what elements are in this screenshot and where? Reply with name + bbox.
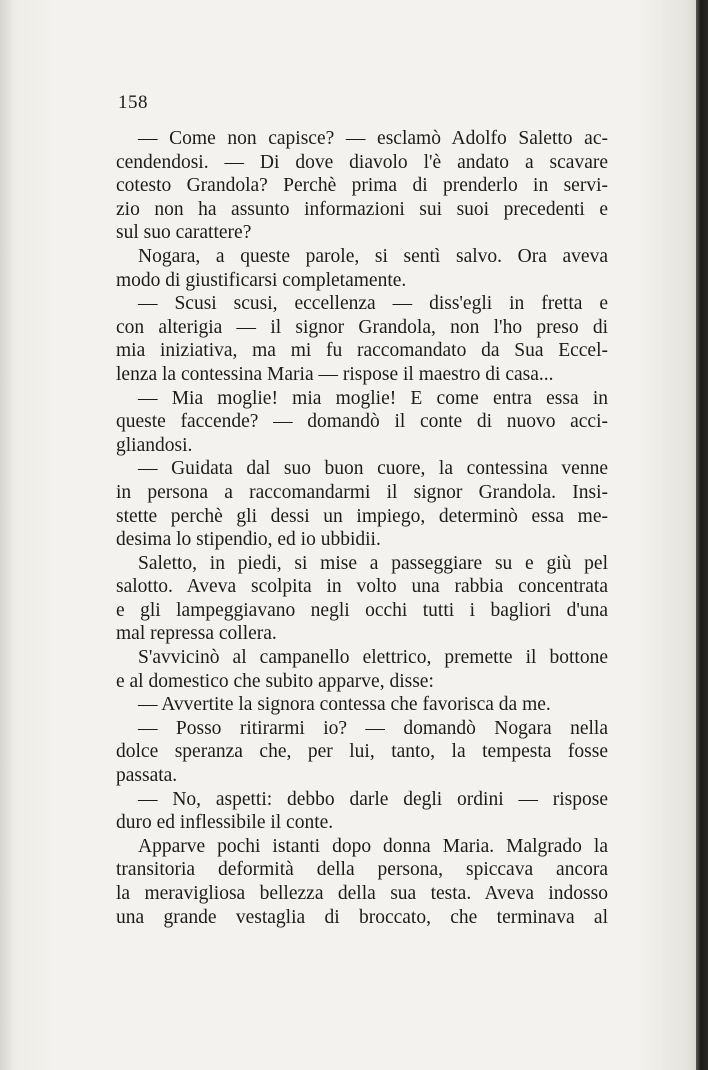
text-line: stette perchè gli dessi un impiego, determinò essa me- bbox=[116, 505, 608, 527]
text-line: cendendosi. — Di dove diavolo l'è andato a scavare bbox=[116, 151, 608, 173]
book-binding-edge bbox=[696, 0, 708, 1070]
paragraph bbox=[116, 835, 608, 929]
text-line: mia iniziativa, ma mi fu raccomandato da Sua Eccel- bbox=[116, 340, 608, 362]
text-line: modo di giustificarsi completamente. bbox=[116, 269, 407, 291]
paragraph bbox=[116, 788, 608, 835]
text-line: Nogara, a queste parole, si sentì salvo. Ora aveva bbox=[138, 245, 608, 267]
text-line: — Avvertite la signora contessa che favorisca da me. bbox=[138, 694, 551, 716]
text-line: in persona a raccomandarmi il signor Grandola. Insi- bbox=[116, 481, 608, 503]
text-line: — Scusi scusi, eccellenza — diss'egli in fretta e bbox=[138, 293, 608, 315]
text-line: con alterigia — il signor Grandola, non l'ho preso di bbox=[116, 316, 608, 338]
paragraph bbox=[116, 552, 608, 646]
paragraph bbox=[116, 646, 608, 693]
text-line: la meravigliosa bellezza della sua testa. Aveva indosso bbox=[116, 883, 608, 904]
text-line: — Guidata dal suo buon cuore, la contessina venne bbox=[138, 458, 608, 480]
text-line: e al domestico che subito apparve, disse: bbox=[116, 670, 434, 692]
paragraph bbox=[116, 457, 608, 551]
page-number: 158 bbox=[118, 92, 148, 113]
page-gutter-shadow bbox=[0, 0, 14, 1070]
text-line: desima lo stipendio, ed io ubbidii. bbox=[116, 529, 381, 551]
paragraph bbox=[116, 693, 608, 717]
text-line: — Come non capisce? — esclamò Adolfo Saletto ac- bbox=[138, 128, 608, 149]
text-line: queste faccende? — domandò il conte di nuovo acci- bbox=[116, 411, 608, 433]
text-line: una grande vestaglia di broccato, che terminava al bbox=[116, 906, 608, 928]
text-line: gliandosi. bbox=[116, 434, 193, 456]
text-line: Apparve pochi istanti dopo donna Maria. Malgrado la bbox=[138, 835, 608, 857]
text-line: salotto. Aveva scolpita in volto una rabbia concentrata bbox=[116, 576, 608, 598]
paragraph bbox=[116, 717, 608, 788]
text-line: lenza la contessina Maria — rispose il maestro di casa... bbox=[116, 363, 554, 385]
paragraph bbox=[116, 387, 608, 458]
text-line: transitoria deformità della persona, spiccava ancora bbox=[116, 859, 608, 881]
text-line: Saletto, in piedi, si mise a passeggiare su e giù pel bbox=[138, 552, 608, 574]
paragraph bbox=[116, 292, 608, 386]
text-line: — Posso ritirarmi io? — domandò Nogara nella bbox=[138, 717, 608, 739]
text-line: — No, aspetti: debbo darle degli ordini — rispose bbox=[138, 788, 608, 810]
text-line: e gli lampeggiavano negli occhi tutti i bagliori d'una bbox=[116, 599, 608, 621]
text-line: cotesto Grandola? Perchè prima di prenderlo in servi- bbox=[116, 175, 608, 197]
text-line: — Mia moglie! mia moglie! E come entra essa in bbox=[138, 387, 608, 409]
body-text bbox=[116, 127, 608, 929]
text-line: sul suo carattere? bbox=[116, 222, 252, 244]
text-line: zio non ha assunto informazioni sui suoi precedenti e bbox=[116, 198, 608, 220]
paragraph bbox=[116, 127, 608, 245]
text-line: dolce speranza che, per lui, tanto, la tempesta fosse bbox=[116, 741, 608, 763]
text-line: duro ed inflessibile il conte. bbox=[116, 812, 334, 834]
text-line: mal repressa collera. bbox=[116, 623, 277, 645]
text-line: passata. bbox=[116, 765, 178, 787]
paragraph bbox=[116, 245, 608, 292]
text-line: S'avvicinò al campanello elettrico, premette il bottone bbox=[138, 647, 608, 669]
